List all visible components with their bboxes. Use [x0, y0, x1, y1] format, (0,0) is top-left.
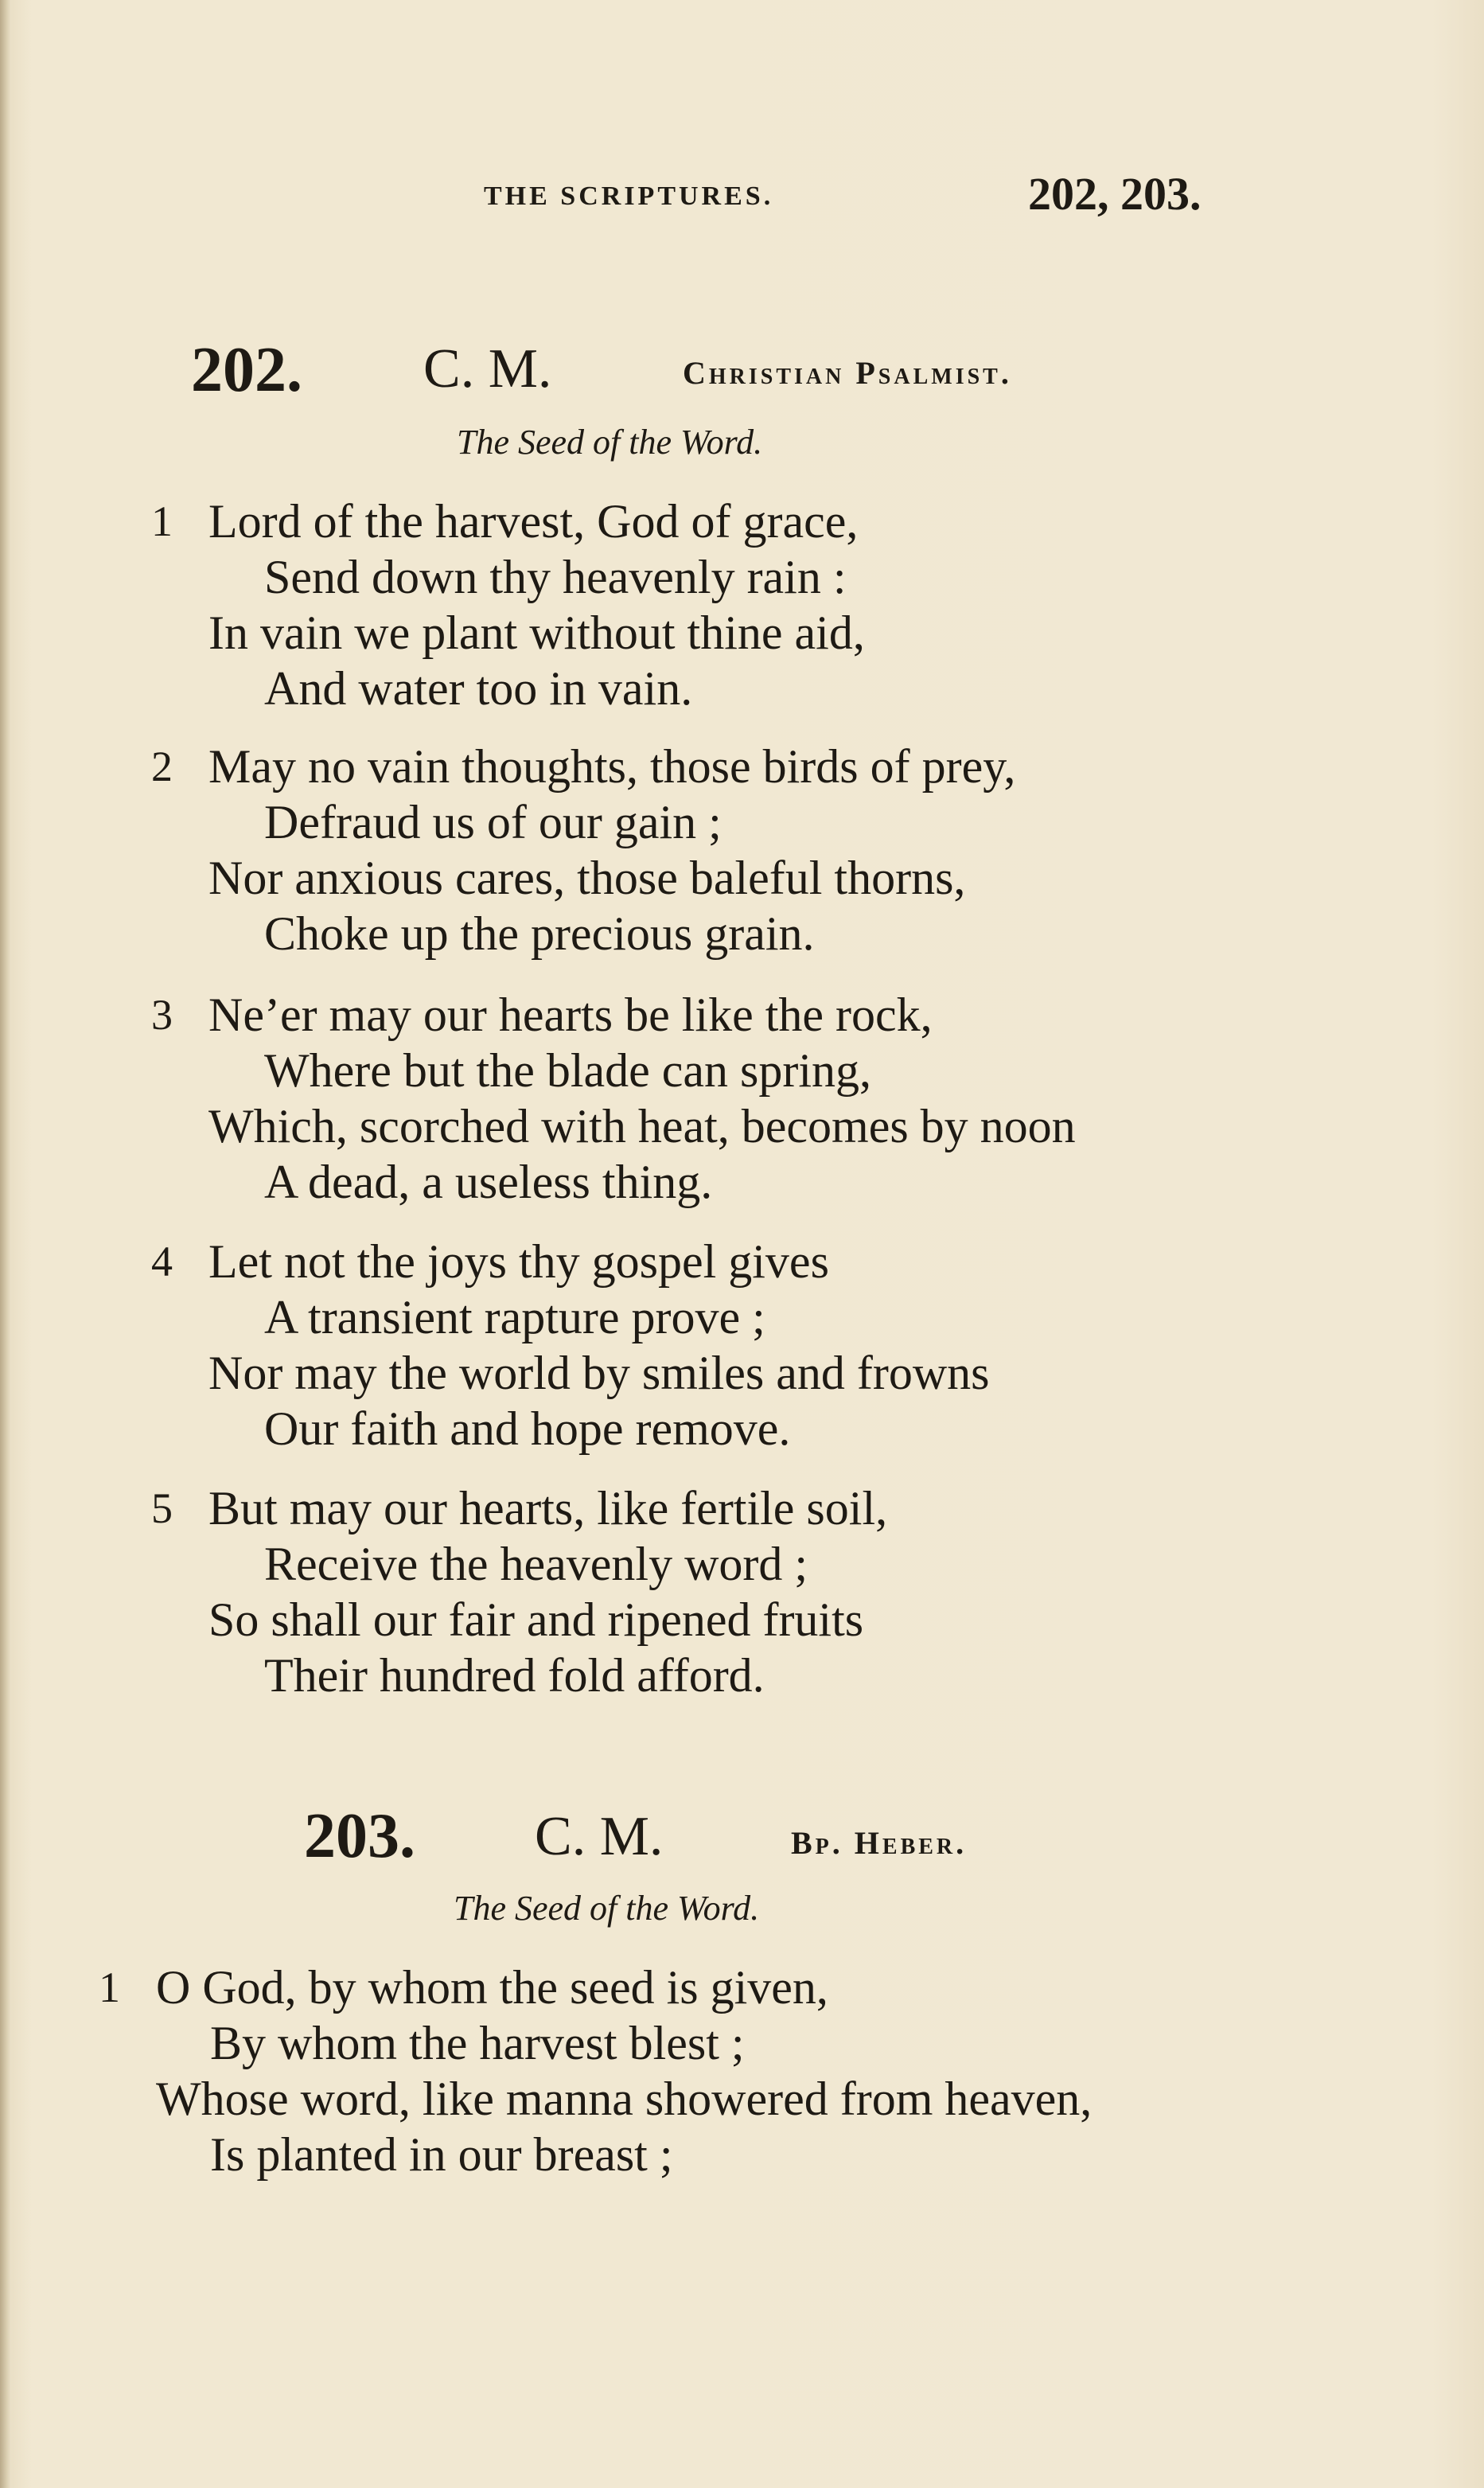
verse-line: By whom the harvest blest ;: [210, 2017, 745, 2069]
verse-number: 4: [151, 1238, 173, 1285]
verse-number: 2: [151, 743, 173, 790]
verse-line: Our faith and hope remove.: [264, 1402, 791, 1455]
verse-line: Nor may the world by smiles and frowns: [208, 1347, 990, 1399]
verse-line: Receive the heavenly word ;: [264, 1538, 808, 1590]
verse-line: Choke up the precious grain.: [264, 907, 815, 960]
verse-number: 1: [99, 1963, 120, 2011]
hymn-203-number: 203.: [304, 1801, 415, 1871]
verse-line: Which, scorched with heat, becomes by noon: [208, 1100, 1076, 1152]
page-numbers: 202, 203.: [1028, 168, 1202, 220]
verse-line: A transient rapture prove ;: [264, 1291, 765, 1343]
verse-number: 1: [151, 497, 173, 545]
hymn-202-author: Christian Psalmist.: [683, 355, 1012, 391]
verse-number: 3: [151, 991, 173, 1039]
page-binding-edge: [0, 0, 11, 2488]
verse-line: Ne’er may our hearts be like the rock,: [208, 989, 933, 1041]
running-title: THE SCRIPTURES.: [484, 181, 774, 211]
verse-line: Lord of the harvest, God of grace,: [208, 495, 859, 548]
verse-line: Where but the blade can spring,: [264, 1044, 872, 1097]
verse-line: In vain we plant without thine aid,: [208, 606, 865, 659]
verse-line: Whose word, like manna showered from heaven,: [156, 2073, 1093, 2125]
verse-line: So shall our fair and ripened fruits: [208, 1593, 864, 1646]
verse-line: Send down thy heavenly rain :: [264, 551, 847, 603]
verse-line: Is planted in our breast ;: [210, 2128, 673, 2181]
verse-line: And water too in vain.: [264, 662, 693, 715]
verse-line: O God, by whom the seed is given,: [156, 1961, 828, 2014]
hymn-202-number: 202.: [191, 335, 302, 405]
verse-line: A dead, a useless thing.: [264, 1156, 713, 1208]
hymn-202-meter: C. M.: [423, 338, 552, 400]
verse-line: May no vain thoughts, those birds of prey,: [208, 740, 1016, 793]
hymn-202-subtitle: The Seed of the Word.: [457, 423, 763, 462]
verse-line: But may our hearts, like fertile soil,: [208, 1482, 888, 1535]
hymn-203-meter: C. M.: [535, 1806, 664, 1867]
verse-line: Defraud us of our gain ;: [264, 796, 722, 848]
hymn-203-subtitle: The Seed of the Word.: [454, 1889, 760, 1928]
verse-line: Let not the joys thy gospel gives: [208, 1235, 829, 1288]
verse-line: Nor anxious cares, those baleful thorns,: [208, 852, 966, 904]
verse-number: 5: [151, 1484, 173, 1532]
hymn-203-author: Bp. Heber.: [791, 1825, 968, 1861]
verse-line: Their hundred fold afford.: [264, 1649, 765, 1702]
